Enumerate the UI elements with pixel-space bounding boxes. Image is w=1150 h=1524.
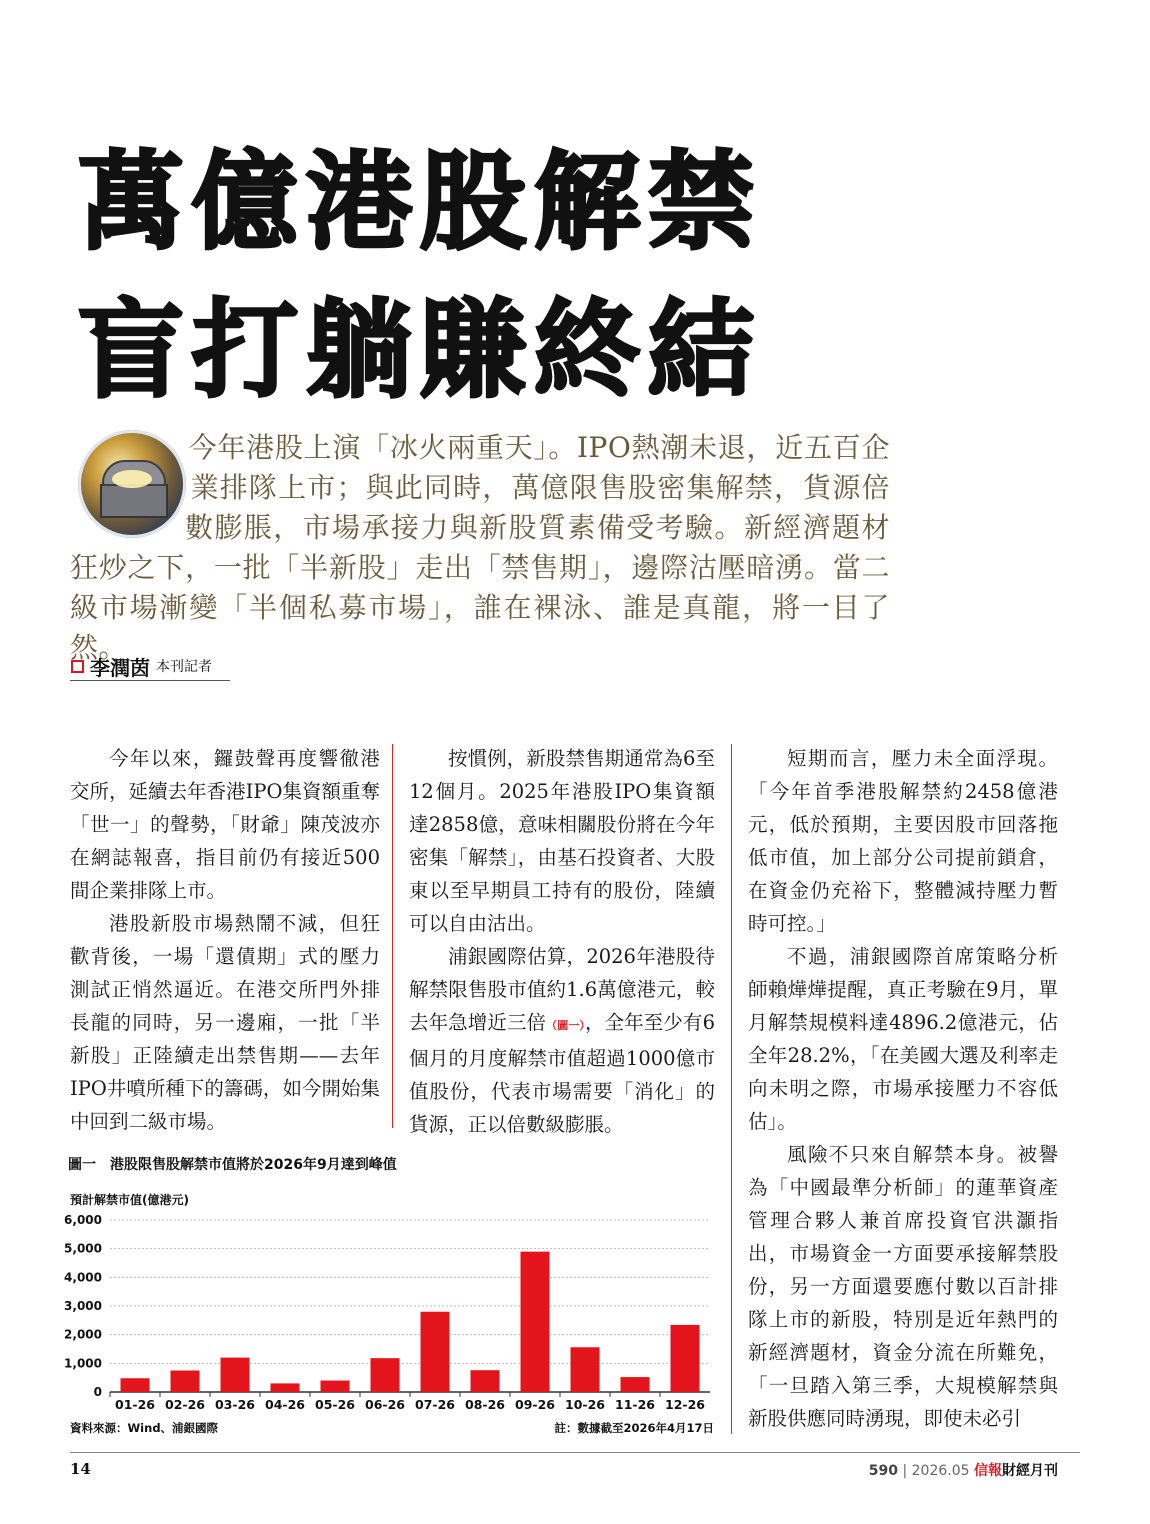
bar-07-26	[421, 1312, 450, 1392]
bar-01-26	[121, 1378, 150, 1392]
issue-separator: |	[902, 1463, 908, 1479]
paragraph-text: ，全年至少有6個月的月度解禁市值超過1000億市值股份，代表市場需要「消化」的貨源，正以倍數級膨脹。	[409, 1011, 715, 1136]
x-tick-label: 12-26	[665, 1397, 705, 1412]
column-divider	[731, 744, 732, 1434]
x-tick-label: 11-26	[615, 1397, 655, 1412]
author-name: 李潤茵	[90, 655, 150, 680]
body-column-2	[409, 742, 715, 1141]
chart-figure	[64, 1154, 718, 1440]
chart-note: 註：數據截至2026年4月17日	[554, 1421, 714, 1435]
paragraph: 不過，浦銀國際首席策略分析師賴燁燁提醒，真正考驗在9月，單月解禁規模料達4896.2億港元，佔全年28.2%，「在美國大選及利率走向未明之際，市場承接壓力不容低估」。	[748, 945, 1058, 1133]
byline	[70, 652, 230, 681]
bar-05-26	[321, 1381, 350, 1392]
column-divider	[392, 744, 393, 1128]
author-role: 本刊記者	[156, 659, 212, 675]
bar-04-26	[271, 1383, 300, 1392]
bar-09-26	[521, 1252, 550, 1392]
bar-chart	[64, 1190, 718, 1420]
issue-info	[869, 1460, 1058, 1480]
paragraph: 短期而言，壓力未全面浮現。「今年首季港股解禁約2458億港元，低於預期，主要因股市回落拖低市值，加上部分公司提前鎖倉，在資金仍充裕下，整體減持壓力暫時可控。」	[748, 747, 1058, 935]
chart-title	[68, 1154, 397, 1174]
y-tick-label: 1,000	[64, 1356, 102, 1371]
y-tick-label: 2,000	[64, 1327, 102, 1342]
lede-text: 今年港股上演「冰火兩重天」。IPO熱潮未退，近五百企業排隊上市；與此同時，萬億限售股密集解禁，貨源倍數膨脹，市場承接力與新股質素備受考驗。新經濟題材狂炒之下，一批「半新股」走出「禁售期」，邊際沽壓暗湧。當二級市場漸變「半個私募市場」，誰在裸泳、誰是真龍，將一目了然。	[70, 431, 890, 664]
y-tick-label: 6,000	[64, 1213, 102, 1227]
y-axis-label: 預計解禁市值(億港元)	[70, 1193, 189, 1207]
lede-block	[70, 428, 890, 668]
brand-name: 信報	[974, 1463, 1002, 1479]
paragraph: 按慣例，新股禁售期通常為6至12個月。2025年港股IPO集資額達2858億，意味相關股份將在今年密集「解禁」，由基石投資者、大股東以至早期員工持有的股份，陸續可以自由沽出。	[409, 747, 715, 935]
issue-date: 2026.05	[911, 1463, 970, 1479]
paragraph-text: 浦銀國際估算，2026年港股待解禁限售股市值約1.6萬億港元，較去年急增近三倍	[409, 945, 715, 1034]
x-tick-label: 02-26	[165, 1397, 205, 1412]
bar-11-26	[621, 1377, 650, 1392]
figure-reference: （圖一）	[546, 1019, 586, 1032]
figure-label: 圖一	[68, 1157, 96, 1173]
bar-08-26	[471, 1370, 500, 1392]
paragraph: 港股新股市場熱鬧不減，但狂歡背後，一場「還債期」式的壓力測試正悄然逼近。在港交所門外排長龍的同時，另一邊廂，一批「半新股」正陸續走出禁售期——去年IPO井噴所種下的籌碼，如今開始集中回到二級市場。	[70, 912, 380, 1133]
x-tick-label: 05-26	[315, 1397, 355, 1412]
y-tick-label: 0	[93, 1385, 102, 1399]
x-tick-label: 07-26	[415, 1397, 455, 1412]
paragraph	[409, 940, 715, 1141]
chart-source: 資料來源：Wind、浦銀國際	[70, 1421, 219, 1435]
body-column-3	[748, 742, 1058, 1435]
footer-rule	[70, 1452, 1080, 1453]
square-bullet-icon	[71, 660, 84, 673]
y-tick-label: 4,000	[64, 1270, 102, 1285]
x-tick-label: 01-26	[115, 1397, 155, 1412]
paragraph: 風險不只來自解禁本身。被譽為「中國最準分析師」的蓮華資產管理合夥人兼首席投資官洪灝指出，市場資金一方面要承接解禁股份，另一方面還要應付數以百計排隊上市的新股，特別是近年熱門的新經濟題材，資金分流在所難免，「一旦踏入第三季，大規模解禁與新股供應同時湧現，即使未必引	[748, 1143, 1058, 1430]
x-tick-label: 03-26	[215, 1397, 255, 1412]
publication-name: 財經月刊	[1002, 1463, 1058, 1479]
y-tick-label: 5,000	[64, 1241, 102, 1256]
x-tick-label: 09-26	[515, 1397, 555, 1412]
x-tick-label: 10-26	[565, 1397, 605, 1412]
y-tick-label: 3,000	[64, 1299, 102, 1313]
chart-title-text: 港股限售股解禁市值將於2026年9月達到峰值	[110, 1157, 397, 1173]
headline-line-1: 萬億港股解禁	[78, 141, 762, 264]
bar-06-26	[371, 1358, 400, 1392]
bar-10-26	[571, 1347, 600, 1392]
x-tick-label: 04-26	[265, 1397, 305, 1412]
paragraph: 今年以來，鑼鼓聲再度響徹港交所，延續去年香港IPO集資額重奪「世一」的聲勢，「財爺」陳茂波亦在網誌報喜，指目前仍有接近500間企業排隊上市。	[70, 747, 380, 902]
page-number: 14	[70, 1460, 91, 1478]
body-column-1	[70, 742, 380, 1138]
x-tick-label: 06-26	[365, 1397, 405, 1412]
headline-line-2: 盲打躺賺終結	[78, 289, 762, 412]
x-tick-label: 08-26	[465, 1397, 505, 1412]
issue-number: 590	[868, 1463, 899, 1479]
bar-03-26	[221, 1358, 250, 1392]
bar-02-26	[171, 1371, 200, 1393]
treasure-chest-icon	[78, 430, 186, 538]
bar-12-26	[671, 1325, 700, 1392]
